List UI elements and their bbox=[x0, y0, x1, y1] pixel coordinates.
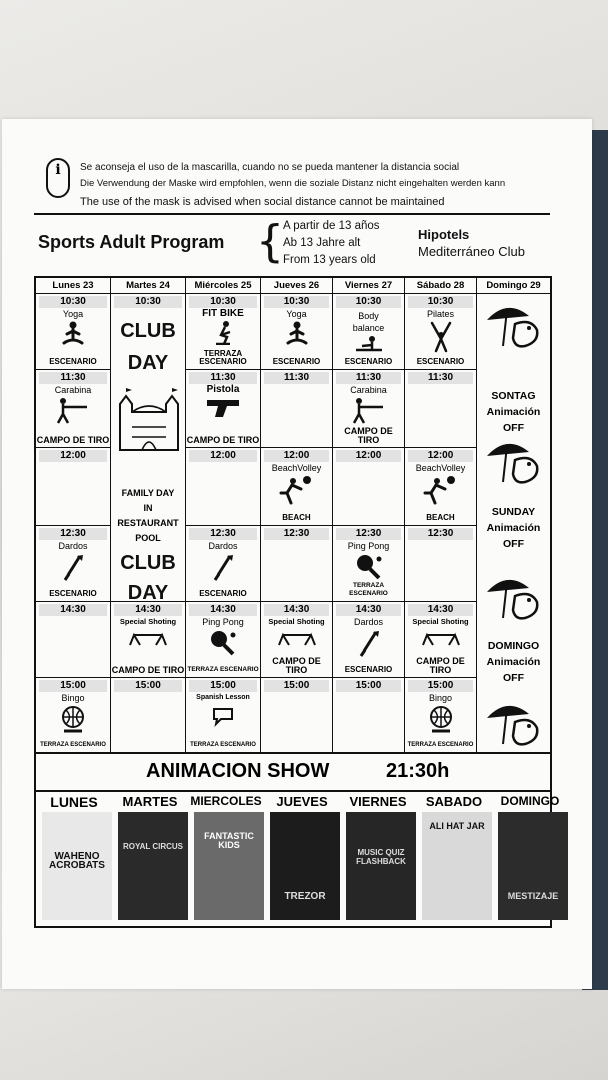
slot-lunes-1430 bbox=[36, 602, 111, 678]
ping-pong-icon bbox=[208, 629, 238, 657]
show-day-sabado: SABADO bbox=[425, 794, 483, 809]
slot-activity: FIT BIKE bbox=[202, 308, 244, 319]
poster-title: MESTIZAJE bbox=[507, 891, 559, 901]
slot-activity: Dardos bbox=[58, 541, 88, 551]
slot-lunes-1030 bbox=[36, 294, 111, 370]
slot-miercoles-1130 bbox=[186, 370, 261, 448]
slot-activity: Body balance bbox=[352, 311, 385, 333]
off-line: OFF bbox=[503, 422, 524, 434]
mask-notice bbox=[46, 158, 556, 214]
day-header-domingo: Domingo 29 bbox=[477, 278, 550, 294]
slot-location: CAMPO DE TIRO bbox=[272, 656, 321, 675]
slot-time: 11:30 bbox=[264, 372, 329, 384]
slot-time: 11:30 bbox=[189, 372, 257, 384]
slot-time: 12:30 bbox=[189, 528, 257, 540]
yoga-icon bbox=[282, 321, 312, 347]
slot-location: CAMPO DE TIRO bbox=[36, 435, 110, 445]
slot-time: 12:30 bbox=[39, 528, 107, 540]
day-header-martes: Martes 24 bbox=[111, 278, 186, 294]
off-line: SUNDAY bbox=[491, 506, 536, 518]
show-day-martes: MARTES bbox=[122, 794, 178, 809]
slot-lunes-1130 bbox=[36, 370, 111, 448]
slot-location: ESCENARIO bbox=[272, 357, 321, 366]
slot-activity: Spanish Lesson bbox=[196, 694, 250, 701]
club-day-word-2: DAY bbox=[127, 352, 169, 374]
off-line: OFF bbox=[503, 538, 524, 550]
schedule-table bbox=[34, 276, 552, 754]
slot-location: TERRAZA ESCENARIO bbox=[40, 742, 106, 748]
slot-lunes-1200 bbox=[36, 448, 111, 526]
sunday-off-es bbox=[477, 638, 550, 686]
slot-activity: Dardos bbox=[353, 617, 383, 627]
mascot-umbrella-icon bbox=[485, 700, 543, 748]
slot-location: ESCENARIO bbox=[344, 665, 393, 674]
show-day-viernes: VIERNES bbox=[349, 794, 407, 809]
off-line: SONTAG bbox=[491, 390, 536, 402]
body-balance-icon bbox=[352, 336, 386, 354]
brand-subname: Mediterráneo Club bbox=[418, 244, 525, 259]
slot-location: CAMPO DE TIRO bbox=[416, 656, 465, 675]
beach-volley-icon bbox=[421, 475, 461, 505]
slot-viernes-1230 bbox=[333, 526, 405, 602]
slot-location: TERRAZA ESCENARIO bbox=[349, 582, 388, 597]
slot-location: ESCENARIO bbox=[199, 589, 247, 598]
shooting-target-icon bbox=[126, 629, 170, 647]
dart-icon bbox=[60, 553, 86, 583]
club-day-block bbox=[111, 294, 186, 602]
slot-sabado-1230 bbox=[405, 526, 477, 602]
slot-activity: Bingo bbox=[61, 693, 85, 703]
bingo-globe-icon bbox=[426, 705, 456, 733]
day-header-lunes: Lunes 23 bbox=[36, 278, 111, 294]
family-day-line: FAMILY DAY bbox=[121, 488, 175, 498]
slot-jueves-1500 bbox=[261, 678, 333, 752]
rifle-shooter-icon bbox=[53, 397, 93, 425]
day-header-miercoles: Miércoles 25 bbox=[186, 278, 261, 294]
family-day-line: RESTAURANT bbox=[117, 518, 179, 528]
notice-german: Die Verwendung der Maske wird empfohlen, wenn die soziale Distanz nicht eingehalten werden kann bbox=[80, 178, 506, 189]
show-time: 21:30h bbox=[386, 760, 450, 782]
slot-location: CAMPO DE TIRO bbox=[111, 665, 185, 675]
slot-location: ESCENARIO bbox=[416, 357, 465, 366]
bouncy-castle-icon bbox=[116, 382, 182, 452]
dart-icon bbox=[356, 629, 382, 659]
slot-time: 10:30 bbox=[39, 296, 107, 308]
slot-time: 12:00 bbox=[408, 450, 473, 462]
brace-symbol: { bbox=[256, 216, 284, 267]
shooting-target-icon bbox=[275, 629, 319, 647]
slot-location: TERRAZA ESCENARIO bbox=[190, 742, 256, 748]
slot-time: 14:30 bbox=[336, 604, 401, 616]
animation-show-banner bbox=[34, 754, 552, 792]
family-day-line: IN bbox=[143, 503, 153, 513]
off-line: DOMINGO bbox=[487, 640, 540, 652]
age-en: From 13 years old bbox=[283, 254, 376, 266]
slot-location: CAMPO DE TIRO bbox=[344, 426, 393, 445]
slot-time: 10:30 bbox=[264, 296, 329, 308]
slot-activity: Pilates bbox=[426, 309, 454, 319]
poster-jueves bbox=[270, 812, 340, 920]
hotel-brand bbox=[418, 226, 525, 260]
show-title: ANIMACION SHOW bbox=[146, 760, 330, 782]
sunday-off-block bbox=[477, 294, 550, 752]
slot-lunes-1500 bbox=[36, 678, 111, 752]
off-line: Animación bbox=[486, 406, 541, 418]
show-day-jueves: JUEVES bbox=[276, 794, 328, 809]
slot-miercoles-1030 bbox=[186, 294, 261, 370]
slot-activity: Pistola bbox=[206, 384, 240, 395]
poster-martes bbox=[118, 812, 188, 920]
off-line: Animación bbox=[486, 522, 541, 534]
brand-name: Hipotels bbox=[418, 227, 470, 242]
slot-activity: Ping Pong bbox=[347, 541, 390, 551]
slot-sabado-1200 bbox=[405, 448, 477, 526]
slot-time: 14:30 bbox=[264, 604, 329, 616]
slot-time: 14:30 bbox=[189, 604, 257, 616]
off-line: Animación bbox=[486, 656, 541, 668]
slot-time: 12:00 bbox=[189, 450, 257, 462]
slot-activity: Carabina bbox=[350, 385, 387, 395]
yoga-icon bbox=[58, 321, 88, 347]
pilates-icon bbox=[429, 321, 453, 353]
slot-sabado-1030 bbox=[405, 294, 477, 370]
pistol-icon bbox=[203, 397, 243, 419]
slot-activity: Special Shoting bbox=[268, 617, 325, 626]
slot-location: ESCENARIO bbox=[49, 589, 97, 598]
slot-time: 15:00 bbox=[114, 680, 182, 692]
header-divider bbox=[34, 213, 550, 215]
slot-martes-1500 bbox=[111, 678, 186, 752]
poster-title: ALI HAT JAR bbox=[429, 821, 485, 831]
slot-location: ESCENARIO bbox=[344, 357, 393, 366]
slot-time: 12:00 bbox=[336, 450, 401, 462]
shooting-target-icon bbox=[419, 629, 463, 647]
slot-miercoles-1200 bbox=[186, 448, 261, 526]
slot-time: 12:30 bbox=[264, 528, 329, 540]
ping-pong-icon bbox=[354, 553, 384, 581]
slot-activity: Yoga bbox=[62, 309, 84, 319]
show-day-lunes: LUNES bbox=[50, 794, 98, 810]
age-requirements bbox=[283, 218, 380, 269]
slot-time: 11:30 bbox=[408, 372, 473, 384]
slot-activity: Bingo bbox=[428, 693, 453, 703]
slot-activity: BeachVolley bbox=[271, 463, 322, 473]
mascot-umbrella-icon bbox=[485, 302, 543, 350]
sunday-off-en bbox=[477, 504, 550, 552]
slot-activity: Carabina bbox=[54, 385, 92, 395]
slot-time: 12:00 bbox=[39, 450, 107, 462]
slot-miercoles-1500 bbox=[186, 678, 261, 752]
info-icon: i bbox=[46, 158, 70, 198]
poster-miercoles bbox=[194, 812, 264, 920]
slot-location: BEACH bbox=[426, 513, 455, 522]
off-line: OFF bbox=[503, 672, 524, 684]
slot-viernes-1500 bbox=[333, 678, 405, 752]
slot-location: BEACH bbox=[282, 513, 311, 522]
slot-time: 11:30 bbox=[336, 372, 401, 384]
slot-time: 12:30 bbox=[336, 528, 401, 540]
slot-viernes-1430 bbox=[333, 602, 405, 678]
mascot-umbrella-icon bbox=[485, 574, 543, 622]
poster-title: ROYAL CIRCUS bbox=[122, 842, 183, 851]
slot-activity: Special Shoting bbox=[119, 617, 177, 626]
sunday-off-de bbox=[477, 388, 550, 436]
program-title: Sports Adult Program bbox=[38, 232, 225, 252]
bingo-globe-icon bbox=[58, 705, 88, 733]
day-header-viernes: Viernes 27 bbox=[333, 278, 405, 294]
slot-miercoles-1230 bbox=[186, 526, 261, 602]
slot-viernes-1030 bbox=[333, 294, 405, 370]
poster-lunes bbox=[42, 812, 112, 920]
notice-english: The use of the mask is advised when social distance cannot be maintained bbox=[80, 196, 445, 208]
slot-sabado-1500 bbox=[405, 678, 477, 752]
poster-title: WAHENO ACROBATS bbox=[49, 851, 105, 871]
slot-time: 10:30 bbox=[114, 296, 182, 308]
slot-jueves-1430 bbox=[261, 602, 333, 678]
show-day-domingo: DOMINGO bbox=[500, 794, 560, 808]
beach-volley-icon bbox=[277, 475, 317, 505]
notice-spanish: Se aconseja el uso de la mascarilla, cuando no se pueda mantener la distancia social bbox=[80, 162, 460, 173]
slot-activity: Dardos bbox=[208, 541, 238, 551]
show-day-miercoles: MIERCOLES bbox=[190, 794, 262, 808]
age-es: A partir de 13 años bbox=[283, 220, 380, 232]
slot-time: 15:00 bbox=[408, 680, 473, 692]
lesson-icon bbox=[211, 705, 235, 727]
slot-time: 12:00 bbox=[264, 450, 329, 462]
club-day-word-1: CLUB bbox=[120, 320, 176, 342]
show-posters-row bbox=[34, 792, 560, 928]
rifle-shooter-icon bbox=[349, 397, 389, 425]
slot-time: 15:00 bbox=[39, 680, 107, 692]
slot-miercoles-1430 bbox=[186, 602, 261, 678]
slot-time: 15:00 bbox=[264, 680, 329, 692]
slot-time: 15:00 bbox=[189, 680, 257, 692]
slot-jueves-1030 bbox=[261, 294, 333, 370]
slot-viernes-1200 bbox=[333, 448, 405, 526]
dart-icon bbox=[210, 553, 236, 583]
poster-viernes bbox=[346, 812, 416, 920]
slot-jueves-1130 bbox=[261, 370, 333, 448]
club-day-word-4: DAY bbox=[127, 582, 169, 602]
poster-title: TREZOR bbox=[284, 891, 326, 902]
slot-time: 10:30 bbox=[336, 296, 401, 308]
slot-location: CAMPO DE TIRO bbox=[186, 435, 260, 445]
poster-domingo bbox=[498, 812, 568, 920]
day-header-jueves: Jueves 26 bbox=[261, 278, 333, 294]
slot-lunes-1230 bbox=[36, 526, 111, 602]
slot-time: 10:30 bbox=[189, 296, 257, 308]
slot-location: TERRAZA ESCENARIO bbox=[187, 666, 259, 673]
slot-time: 15:00 bbox=[336, 680, 401, 692]
slot-time: 14:30 bbox=[408, 604, 473, 616]
club-day-word-3: CLUB bbox=[120, 552, 176, 574]
slot-time: 14:30 bbox=[114, 604, 182, 616]
slot-time: 12:30 bbox=[408, 528, 473, 540]
slot-sabado-1130 bbox=[405, 370, 477, 448]
slot-location: ESCENARIO bbox=[49, 357, 97, 366]
slot-activity: Yoga bbox=[286, 309, 307, 319]
poster-title: MUSIC QUIZ FLASHBACK bbox=[356, 848, 406, 866]
slot-time: 10:30 bbox=[408, 296, 473, 308]
slot-location: TERRAZA ESCENARIO bbox=[407, 742, 474, 748]
slot-time: 14:30 bbox=[39, 604, 107, 616]
poster-title: FANTASTIC KIDS bbox=[204, 831, 254, 850]
slot-activity: BeachVolley bbox=[415, 463, 466, 473]
age-de: Ab 13 Jahre alt bbox=[283, 237, 361, 249]
slot-time: 11:30 bbox=[39, 372, 107, 384]
slot-activity: Ping Pong bbox=[202, 617, 244, 627]
slot-jueves-1200 bbox=[261, 448, 333, 526]
day-header-sabado: Sábado 28 bbox=[405, 278, 477, 294]
family-day-text bbox=[111, 486, 185, 546]
slot-viernes-1130 bbox=[333, 370, 405, 448]
mascot-umbrella-icon bbox=[485, 438, 543, 486]
poster-sabado bbox=[422, 812, 492, 920]
slot-martes-1430 bbox=[111, 602, 186, 678]
fit-bike-icon bbox=[208, 321, 238, 345]
family-day-line: POOL bbox=[135, 533, 161, 543]
slot-sabado-1430 bbox=[405, 602, 477, 678]
slot-activity: Special Shoting bbox=[412, 617, 469, 626]
slot-jueves-1230 bbox=[261, 526, 333, 602]
slot-location: TERRAZA ESCENARIO bbox=[199, 349, 247, 366]
